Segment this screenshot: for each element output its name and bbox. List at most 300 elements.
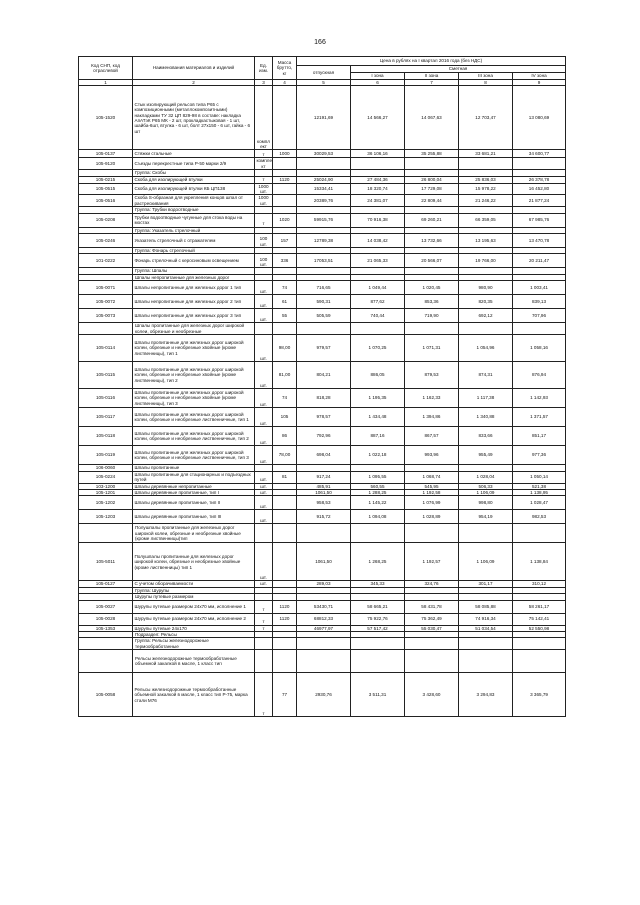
row-zone2-price: 26 800,04 [405,176,459,183]
table-row [79,408,566,427]
row-code: 101-0222 [79,254,133,268]
row-mass: 1120 [273,600,297,613]
row-zone2-price: 719,90 [405,309,459,323]
empty-cell [273,524,297,543]
row-zone2-price: 13 732,66 [405,234,459,248]
empty-cell [459,323,513,335]
row-zone3-price: 58 085,88 [459,600,513,613]
header-zone2: II зона [405,73,459,80]
row-mass [273,496,297,510]
row-mass [273,510,297,524]
row-zone1-price: 75 922,76 [351,613,405,625]
table-header [79,57,566,86]
row-release-price: 818,28 [297,389,351,408]
table-row [79,613,566,625]
row-zone1-price: 36 106,16 [351,150,405,158]
group-label: Группа: Трубки водоотводные [133,207,255,213]
row-zone2-price: 545,95 [405,483,459,489]
row-name: Указатель стрелочный с отражателем [133,234,255,248]
row-name: Шпалы деревянные непропитанные [133,483,255,489]
row-mass: 157 [273,234,297,248]
table-row [79,150,566,158]
row-zone4-price: 21 877,24 [513,195,566,207]
row-name: Шпалы непропитанные для железных дорог 2 тип [133,295,255,309]
row-zone2-price: 3 428,60 [405,673,459,717]
row-release-price: 716,65 [297,281,351,295]
empty-cell [297,524,351,543]
group-label: Группа: Шурупы [133,587,255,593]
row-mass: 81,00 [273,362,297,389]
row-unit: 100 шт. [255,234,273,248]
row-name: Шпалы пропитанные для стационарных и подъездных путей [133,471,255,483]
row-zone2-price: 58 431,78 [405,600,459,613]
row-zone3-price: 74 916,34 [459,613,513,625]
row-zone2-price: 1 076,99 [405,496,459,510]
row-name: Фонарь стрелочный с керосиновым освещением [133,254,255,268]
row-zone2-price: 69 260,21 [405,213,459,227]
table-row [79,281,566,295]
row-unit: компле кт [256,158,272,169]
row-zone4-price: 67 985,76 [513,213,566,227]
row-zone4-price: 1 138,84 [513,543,566,581]
row-zone2-price: 1 020,45 [405,281,459,295]
row-zone2-price: 1 162,33 [405,389,459,408]
row-zone3-price: 954,19 [459,510,513,524]
row-zone2-price: 55 030,47 [405,625,459,631]
row-code: 105-0114 [79,335,133,362]
row-zone3-price: 1 106,09 [459,489,513,495]
column-index: 7 [405,80,459,86]
row-name: Полушпалы пропитанные для железных дорог широкой колеи, обрезные и необрезные хвойные (кроме лиственницы) тип 1 [133,543,255,581]
table-row [79,195,566,207]
row-zone4-price: 1 058,16 [513,335,566,362]
row-zone2-price: 22 809,44 [405,195,459,207]
row-zone4-price: 707,96 [513,309,566,323]
row-zone3-price: 33 681,21 [459,150,513,158]
row-unit: шт. [255,483,273,489]
row-zone3-price: 66 359,05 [459,213,513,227]
subheading-row [79,323,566,335]
row-code: 105-0115 [79,362,133,389]
row-unit: т [255,150,273,158]
row-release-price: 917,24 [297,471,351,483]
row-zone3-price: 51 034,54 [459,625,513,631]
subheading-row [79,638,566,650]
row-mass: 61 [273,295,297,309]
column-index: 5 [297,80,351,86]
row-name: Шпалы пропитанные [133,465,255,471]
row-zone3-price [459,158,513,170]
row-release-price: 15334,41 [297,183,351,195]
row-zone1-price: 14 038,42 [351,234,405,248]
row-mass: 1120 [273,176,297,183]
row-release-price: 20389,76 [297,195,351,207]
row-code: 105-0515 [79,183,133,195]
row-zone1-price: 1 049,44 [351,281,405,295]
row-zone4-price: 982,53 [513,510,566,524]
table-row [79,335,566,362]
row-zone4-price: 1 142,93 [513,389,566,408]
column-index: 6 [351,80,405,86]
row-code: 105-0073 [79,309,133,323]
row-zone2-price [405,158,459,170]
row-unit: т [255,176,273,183]
table-row [79,673,566,717]
empty-cell [513,524,566,543]
row-unit: шт. [255,309,273,323]
row-zone2-price: 324,76 [405,581,459,587]
row-release-price [297,158,351,170]
row-code: 105-0119 [79,446,133,465]
row-mass [273,543,297,581]
row-code [79,638,133,650]
row-unit: 100 шт. [255,254,273,268]
table-row [79,213,566,227]
table-row [79,625,566,631]
row-zone1-price: 887,16 [351,427,405,446]
row-code: 105-0516 [79,195,133,207]
table-row [79,471,566,483]
row-zone2-price: 35 255,88 [405,150,459,158]
group-label: Группа: Шпалы [133,268,255,274]
row-zone3-price: 3 294,83 [459,673,513,717]
row-zone2-price: 17 729,08 [405,183,459,195]
row-zone3-price: 21 246,22 [459,195,513,207]
header-zone4: IV зона [513,73,566,80]
row-zone3-price: 1 117,38 [459,389,513,408]
row-zone3-price: 25 836,03 [459,176,513,183]
subheading-label: Шпалы непропитанные для железных дорог [133,274,255,280]
row-code: 105-1353 [79,625,133,631]
row-zone4-price: 58 261,17 [513,600,566,613]
row-code [79,524,133,543]
row-zone3-price: 820,35 [459,295,513,309]
table-row [79,362,566,389]
row-unit: шт. [255,389,273,408]
row-release-price: 46977,97 [297,625,351,631]
row-mass: 55 [273,309,297,323]
row-zone3-price: 15 978,22 [459,183,513,195]
row-zone1-price: 3 511,31 [351,673,405,717]
row-zone1-price: 740,44 [351,309,405,323]
column-index: 3 [255,80,273,86]
column-index: 2 [133,80,255,86]
row-release-price: 915,72 [297,510,351,524]
row-unit: шт. [255,281,273,295]
row-mass: 1020 [273,213,297,227]
row-zone4-price: 1 028,47 [513,496,566,510]
row-name: Шурупы путевые размером 24х70 мм, исполнение 1 [133,600,255,613]
empty-cell [405,650,459,673]
row-unit: 1000 шт. [255,183,273,195]
row-name: Скоба для изолирующей втулки КБ ЦП138 [133,183,255,195]
row-code: 105-0224 [79,471,133,483]
row-name: Шпалы пропитанные для железных дорог широкой колеи, обрезные и необрезные лиственничные, тип 1 [133,408,255,427]
empty-cell [459,524,513,543]
row-name: Стяжки стальные [133,150,255,158]
row-release-price: 59915,76 [297,213,351,227]
row-release-price: 590,31 [297,295,351,309]
row-zone4-price: 34 600,77 [513,150,566,158]
row-zone2-price: 1 192,57 [405,543,459,581]
row-name: Шпалы пропитанные для железных дорог широкой колеи, обрезные и необрезные хвойные (кроме лиственницы), тип 2 [133,362,255,389]
row-code: 105-0208 [79,213,133,227]
row-code: 105-0028 [79,613,133,625]
empty-cell [405,638,459,650]
empty-cell [513,650,566,673]
row-release-price: 2930,76 [297,673,351,717]
empty-cell [351,650,405,673]
row-code: 105-9120 [79,158,133,170]
subheading-row [79,650,566,673]
column-index: 8 [459,80,513,86]
table-row [79,309,566,323]
row-mass [273,183,297,195]
empty-cell [459,650,513,673]
empty-cell [513,638,566,650]
row-release-price: 978,57 [297,408,351,427]
row-name: Шпалы деревянные пропитанные, тип I [133,489,255,495]
row-zone1-price: 877,62 [351,295,405,309]
row-zone2-price: 867,57 [405,427,459,446]
row-name: Шпалы пропитанные для железных дорог широкой колеи, обрезные и необрезные хвойные (кроме лиственницы), тип 3 [133,389,255,408]
row-zone3-price: 980,90 [459,281,513,295]
header-estimated: Сметная [351,66,566,73]
row-zone3-price: 13 195,63 [459,234,513,248]
row-zone2-price: 1 192,58 [405,489,459,495]
empty-cell [405,323,459,335]
row-name: Шпалы деревянные пропитанные, тип III [133,510,255,524]
group-label: Группа: Скобы [133,170,255,176]
empty-cell [351,323,405,335]
row-release-price: 1061,50 [297,543,351,581]
table-row [79,158,566,170]
row-release-price: 698,04 [297,446,351,465]
row-zone4-price: 851,17 [513,427,566,446]
row-code: 105-1203 [79,510,133,524]
empty-cell [255,524,273,543]
empty-cell [273,638,297,650]
header-zone1: I зона [351,73,405,80]
row-unit: шт. [255,427,273,446]
header-unit: Ед. изм. [255,57,273,80]
empty-cell [297,638,351,650]
row-zone4-price: 310,12 [513,581,566,587]
row-zone3-price: 19 766,00 [459,254,513,268]
row-zone3-price: 12 703,47 [459,86,513,150]
row-release-price: 30029,53 [297,150,351,158]
column-index: 4 [273,80,297,86]
row-code: 105-0118 [79,427,133,446]
row-release-price: 25024,90 [297,176,351,183]
row-release-price: 53430,71 [297,600,351,613]
row-zone4-price: 13 470,78 [513,234,566,248]
row-unit: т [255,600,273,613]
row-code [79,323,133,335]
header-zone3: III зона [459,73,513,80]
row-zone1-price [351,158,405,170]
row-code: 105-0246 [79,234,133,248]
row-zone2-price: 75 362,49 [405,613,459,625]
row-code: 105-5011 [79,543,133,581]
row-unit: т [255,213,273,227]
row-name: Рельсы железнодорожные термообработанные объемной закалкой в масле, 1 класс тип Р-75, марка стали М76 [133,673,255,717]
empty-cell [255,638,273,650]
row-unit: шт. [255,496,273,510]
subheading-label: Шурупы путевые размером [133,594,255,600]
header-price-title: Цена в рублях на I квартал 2016 года (без НДС) [297,57,566,66]
row-zone1-price: 27 484,36 [351,176,405,183]
row-zone1-price: 1 070,25 [351,335,405,362]
row-zone1-price: 1 022,18 [351,446,405,465]
row-unit: шт. [255,543,273,581]
row-zone2-price: 993,96 [405,446,459,465]
row-code: 105-1520 [79,86,133,150]
row-unit: шт. [255,581,273,587]
header-release: отпускная [297,66,351,80]
row-zone4-price: 20 211,47 [513,254,566,268]
row-code: 106-0060 [79,465,133,471]
row-zone1-price: 1 145,22 [351,496,405,510]
row-unit: т [255,613,273,625]
row-zone4-price: 1 138,95 [513,489,566,495]
row-zone4-price: 52 550,98 [513,625,566,631]
column-index: 1 [79,80,133,86]
row-name: Стык изолирующий рельсов типа Р65 с композиционными (металлокомпозитными) накладками ТУ 32 ЦП 829-98 в составе: накладка АпАТэК Р65 МК - 2 шт, прокладкастыковая - 1 шт, шайба-6шт, втулка - 6 шт, болт 27х150 - 6 шт, гайка - 6 шт [133,86,255,150]
table-row [79,183,566,195]
table-row [79,234,566,248]
row-code: 105-1201 [79,489,133,495]
row-unit: шт. [255,408,273,427]
row-mass: 78,00 [273,446,297,465]
subheading-label: Группа: Рельсы железнодорожные термообработанные [133,638,255,650]
row-release-price: 17053,51 [297,254,351,268]
header-name: Наименования материалов и изделий [133,57,255,80]
row-name: Съезды перекрестные типа Р-50 марки 2/9 [133,158,255,170]
row-zone1-price: 70 916,38 [351,213,405,227]
row-name: Скоба для изолирующей втулки [133,176,255,183]
row-zone2-price: 853,36 [405,295,459,309]
row-release-price: 12789,38 [297,234,351,248]
row-mass: 74 [273,389,297,408]
row-name: Шурупы путевые 24х170 [133,625,255,631]
row-zone1-price: 18 320,74 [351,183,405,195]
table-row [79,543,566,581]
row-unit: шт. [255,362,273,389]
row-mass: 74 [273,281,297,295]
group-label: Группа: Указатель стрелочный [133,227,255,233]
row-mass: 336 [273,254,297,268]
row-zone1-price: 1 195,35 [351,389,405,408]
row-name: Шурупы путевые размером 24х70 мм, исполнение 2 [133,613,255,625]
subheading-label: Шпалы пропитанные для железных дорог широкой колеи, обрезные и необрезные [133,323,255,335]
row-zone3-price: 1 106,09 [459,543,513,581]
table-row [79,496,566,510]
page-number: 166 [314,39,326,46]
row-unit: т [255,673,273,717]
row-zone3-price: 833,66 [459,427,513,446]
empty-cell [255,650,273,673]
row-code: 105-0127 [79,581,133,587]
empty-cell [513,323,566,335]
row-mass [273,158,297,170]
group-label: Группа: Фонарь стрелочный [133,248,255,254]
row-release-price: 485,91 [297,483,351,489]
subheading-row [79,524,566,543]
empty-cell [273,650,297,673]
row-release-price: 289,03 [297,581,351,587]
row-name: Шпалы пропитанные для железных дорог широкой колеи, обрезные и необрезные лиственничные, тип 3 [133,446,255,465]
table-row [79,483,566,489]
row-zone1-price: 1 095,55 [351,471,405,483]
subheading-label: Рельсы железнодорожные термообработанные объемной закалкой в масле, 1 класс тип [133,650,255,673]
row-unit: шт. [255,489,273,495]
row-zone1-price: 1 434,48 [351,408,405,427]
row-zone4-price: 26 378,78 [513,176,566,183]
price-table [78,56,566,717]
row-name: Шпалы пропитанные для железных дорог широкой колеи, обрезные и необрезные лиственничные, тип 2 [133,427,255,446]
row-release-price: 505,59 [297,309,351,323]
table-row [79,427,566,446]
row-mass: 105 [273,408,297,427]
row-code: 105-1202 [79,496,133,510]
empty-cell [273,323,297,335]
row-unit: т [255,625,273,631]
empty-cell [297,650,351,673]
table-row [79,446,566,465]
row-zone1-price: 21 065,33 [351,254,405,268]
row-release-price: 979,57 [297,335,351,362]
row-zone1-price: 345,33 [351,581,405,587]
row-zone1-price: 1 288,25 [351,489,405,495]
row-zone4-price: 75 142,41 [513,613,566,625]
row-zone4-price: 977,36 [513,446,566,465]
empty-cell [255,323,273,335]
table-row [79,389,566,408]
row-release-price: 68812,33 [297,613,351,625]
row-unit: шт. [255,510,273,524]
row-name: Скоба S-образная для укрепления концов шпал от растрескивания [133,195,255,207]
empty-cell [297,323,351,335]
row-zone4-price: 1 050,14 [513,471,566,483]
row-mass: 1120 [273,613,297,625]
empty-cell [405,524,459,543]
table-row [79,254,566,268]
row-zone4-price [513,158,566,170]
subheading-label: Полушпалы пропитанные для железных дорог широкой колеи, обрезные и необрезные хвойные (кроме лиственницы)тип [133,524,255,543]
row-code: 105-0215 [79,176,133,183]
row-zone2-price: 1 394,86 [405,408,459,427]
row-unit: шт. [255,335,273,362]
row-code [79,650,133,673]
row-release-price: 792,96 [297,427,351,446]
row-zone2-price: 1 028,89 [405,510,459,524]
table-row [79,510,566,524]
row-code: 105-0058 [79,673,133,717]
row-zone1-price: 14 566,27 [351,86,405,150]
row-zone3-price: 955,49 [459,446,513,465]
row-name: Шпалы деревянные пропитанные, тип II [133,496,255,510]
row-release-price: 958,53 [297,496,351,510]
row-zone2-price: 14 067,63 [405,86,459,150]
row-code: 105-0116 [79,389,133,408]
row-mass: 77 [273,673,297,717]
table-row [79,600,566,613]
row-zone4-price: 3 365,79 [513,673,566,717]
row-zone1-price: 58 665,21 [351,600,405,613]
table-row [79,489,566,495]
row-name: С учетом оборачиваемости [133,581,255,587]
